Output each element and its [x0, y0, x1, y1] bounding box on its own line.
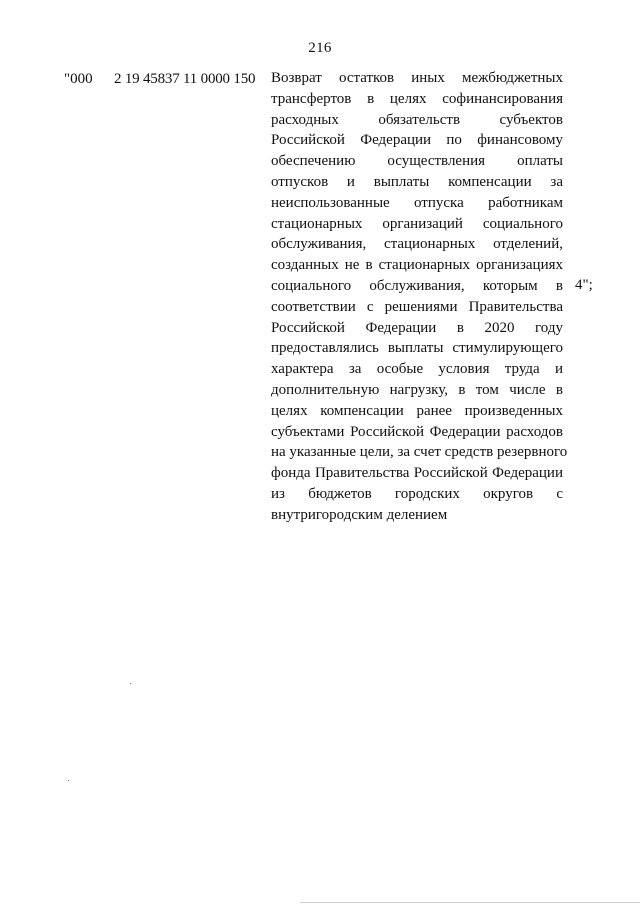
description-line: обслуживания, стационарных отделений, — [271, 236, 563, 253]
scan-speck — [68, 780, 69, 781]
description-line: внутригородским делением — [271, 506, 448, 523]
page-number: 216 — [308, 40, 332, 56]
description-line: целях компенсации ранее произведенных — [271, 402, 563, 419]
description-line: на указанные цели, за счет средств резервного — [271, 444, 568, 461]
description-line: из бюджетов городских округов с — [271, 485, 563, 502]
description-line: расходных обязательств субъектов — [271, 111, 563, 128]
description-line: дополнительную нагрузку, в том числе в — [271, 381, 563, 398]
budget-classification-code: 2 19 45837 11 0000 150 — [114, 71, 256, 87]
description-line: трансфертов в целях софинансирования — [271, 90, 563, 107]
scan-bottom-edge — [300, 902, 640, 903]
budget-code-prefix: "000 — [64, 71, 93, 87]
description-line: фонда Правительства Российской Федерации — [271, 465, 563, 482]
description-line: соответствии с решениями Правительства — [271, 298, 563, 315]
description-line: социального обслуживания, которым в — [271, 277, 563, 294]
revenue-description — [271, 68, 568, 526]
description-line: стационарных организаций социального — [271, 215, 563, 232]
description-line: Российской Федерации в 2020 году — [271, 319, 563, 336]
amount-value: 4"; — [575, 277, 593, 293]
description-line: созданных не в стационарных организациях — [271, 257, 563, 274]
description-line: неиспользованные отпуска работникам — [271, 194, 563, 211]
description-line: предоставлялись выплаты стимулирующего — [271, 340, 563, 357]
description-line: Возврат остатков иных межбюджетных — [271, 70, 563, 86]
scan-speck — [130, 683, 131, 684]
description-line: обеспечению осуществления оплаты — [271, 153, 563, 170]
description-line: характера за особые условия труда и — [271, 361, 563, 378]
description-line: Российской Федерации по финансовому — [271, 132, 563, 149]
description-line: отпусков и выплаты компенсации за — [271, 173, 563, 190]
description-line: субъектами Российской Федерации расходов — [271, 423, 563, 440]
